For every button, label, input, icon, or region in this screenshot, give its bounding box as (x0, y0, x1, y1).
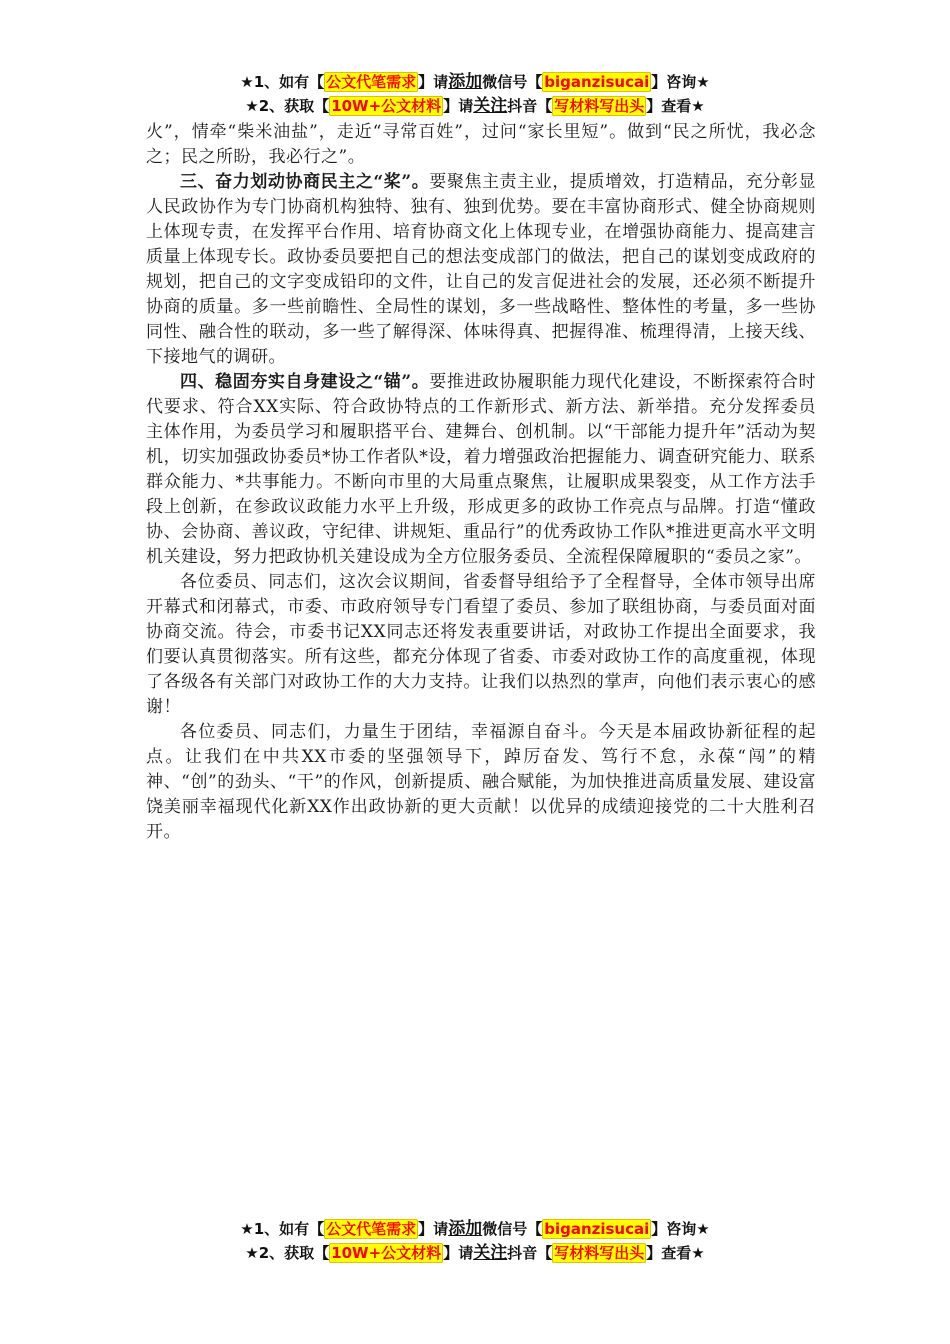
douyin-account-tag: 写材料写出头 (554, 1244, 645, 1262)
star-icon: ★ (245, 97, 259, 115)
star-icon: ★ (245, 1244, 259, 1262)
wechat-id-tag: biganzisucai (544, 1220, 650, 1238)
highlight-tag: 公文代笔需求 (326, 73, 417, 91)
highlight-tag: 10W+公文材料 (331, 97, 442, 115)
highlight-tag: 公文代笔需求 (326, 1220, 417, 1238)
section-heading: 四、稳固夯实自身建设之“锚”。 (180, 372, 430, 392)
paragraph: 各位委员、同志们，这次会议期间，省委督导组给予了全程督导，全体市领导出席开幕式和闭幕式，市委、市政府领导专门看望了委员、参加了联组协商，与委员面对面协商交流。待会，市委书记XX同志还将发表重要讲话，对政协工作提出全面要求，我们要认真贯彻落实。所有这些，都充分体现了省委、市委对政协工作的高度重视，体现了各级各有关部门对政协工作的大力支持。让我们以热烈的掌声，向他们表示衷心的感谢！ (146, 572, 816, 717)
banner-line-2: ★2、获取【 10W+公文材料 】请关注抖音【 写材料写出头 】查看★ (245, 1243, 705, 1263)
banner-line-2: ★2、获取【 10W+公文材料 】请关注抖音【 写材料写出头 】查看★ (245, 96, 705, 116)
section-heading: 三、奋力划动协商民主之“桨”。 (180, 172, 430, 192)
footer-banner (0, 1217, 950, 1265)
document-body (146, 120, 816, 845)
highlight-tag: 10W+公文材料 (331, 1244, 442, 1262)
star-icon: ★ (240, 73, 254, 91)
star-icon: ★ (240, 1220, 254, 1238)
paragraph: 各位委员、同志们，力量生于团结，幸福源自奋斗。今天是本届政协新征程的起点。让我们在中共XX市委的坚强领导下，踔厉奋发、笃行不怠，永葆“闯”的精神、“创”的劲头、“干”的作风，创新提质、融合赋能，为加快推进高质量发展、建设富饶美丽幸福现代化新XX作出政协新的更大贡献！以优异的成绩迎接党的二十大胜利召开。 (146, 722, 816, 842)
douyin-account-tag: 写材料写出头 (554, 97, 645, 115)
banner-line-1: ★1、如有【 公文代笔需求 】请添加微信号【 biganzisucai 】咨询★ (240, 1219, 710, 1239)
paragraph: 火”，情牵“柴米油盐”，走近“寻常百姓”，过问“家长里短”。做到“民之所忧，我必念之；民之所盼，我必行之”。 (146, 122, 816, 167)
banner-line-1: ★1、如有【 公文代笔需求 】请添加微信号【 biganzisucai 】咨询★ (240, 72, 710, 92)
header-banner (0, 70, 950, 118)
section-paragraph: 四、稳固夯实自身建设之“锚”。要推进政协履职能力现代化建设，不断探索符合时代要求、符合XX实际、符合政协特点的工作新形式、新方法、新举措。充分发挥委员主体作用，为委员学习和履职搭平台、建舞台、创机制。以“干部能力提升年”活动为契机，切实加强政协委员*协工作者队*设，着力增强政治把握能力、调查研究能力、联系群众能力、*共事能力。不断向市里的大局重点聚焦，让履职成果裂变，从工作方法手段上创新，在参政议政能力水平上升级，形成更多的政协工作亮点与品牌。打造“懂政协、会协商、善议政，守纪律、讲规矩、重品行”的优秀政协工作队*推进更高水平文明机关建设，努力把政协机关建设成为全方位服务委员、全流程保障履职的“委员之家”。 (146, 372, 816, 567)
section-paragraph: 三、奋力划动协商民主之“桨”。要聚焦主责主业，提质增效，打造精品，充分彰显人民政协作为专门协商机构独特、独有、独到优势。要在丰富协商形式、健全协商规则上体现专责，在发挥平台作用、培育协商文化上体现专业，在增强协商能力、提高建言质量上体现专长。政协委员要把自己的想法变成部门的做法，把自己的谋划变成政府的规划，把自己的文字变成铅印的文件，让自己的发言促进社会的发展，还必须不断提升协商的质量。多一些前瞻性、全局性的谋划，多一些战略性、整体性的考量，多一些协同性、融合性的联动，多一些了解得深、体味得真、把握得准、梳理得清，上接天线、下接地气的调研。 (146, 172, 816, 367)
wechat-id-tag: biganzisucai (544, 73, 650, 91)
